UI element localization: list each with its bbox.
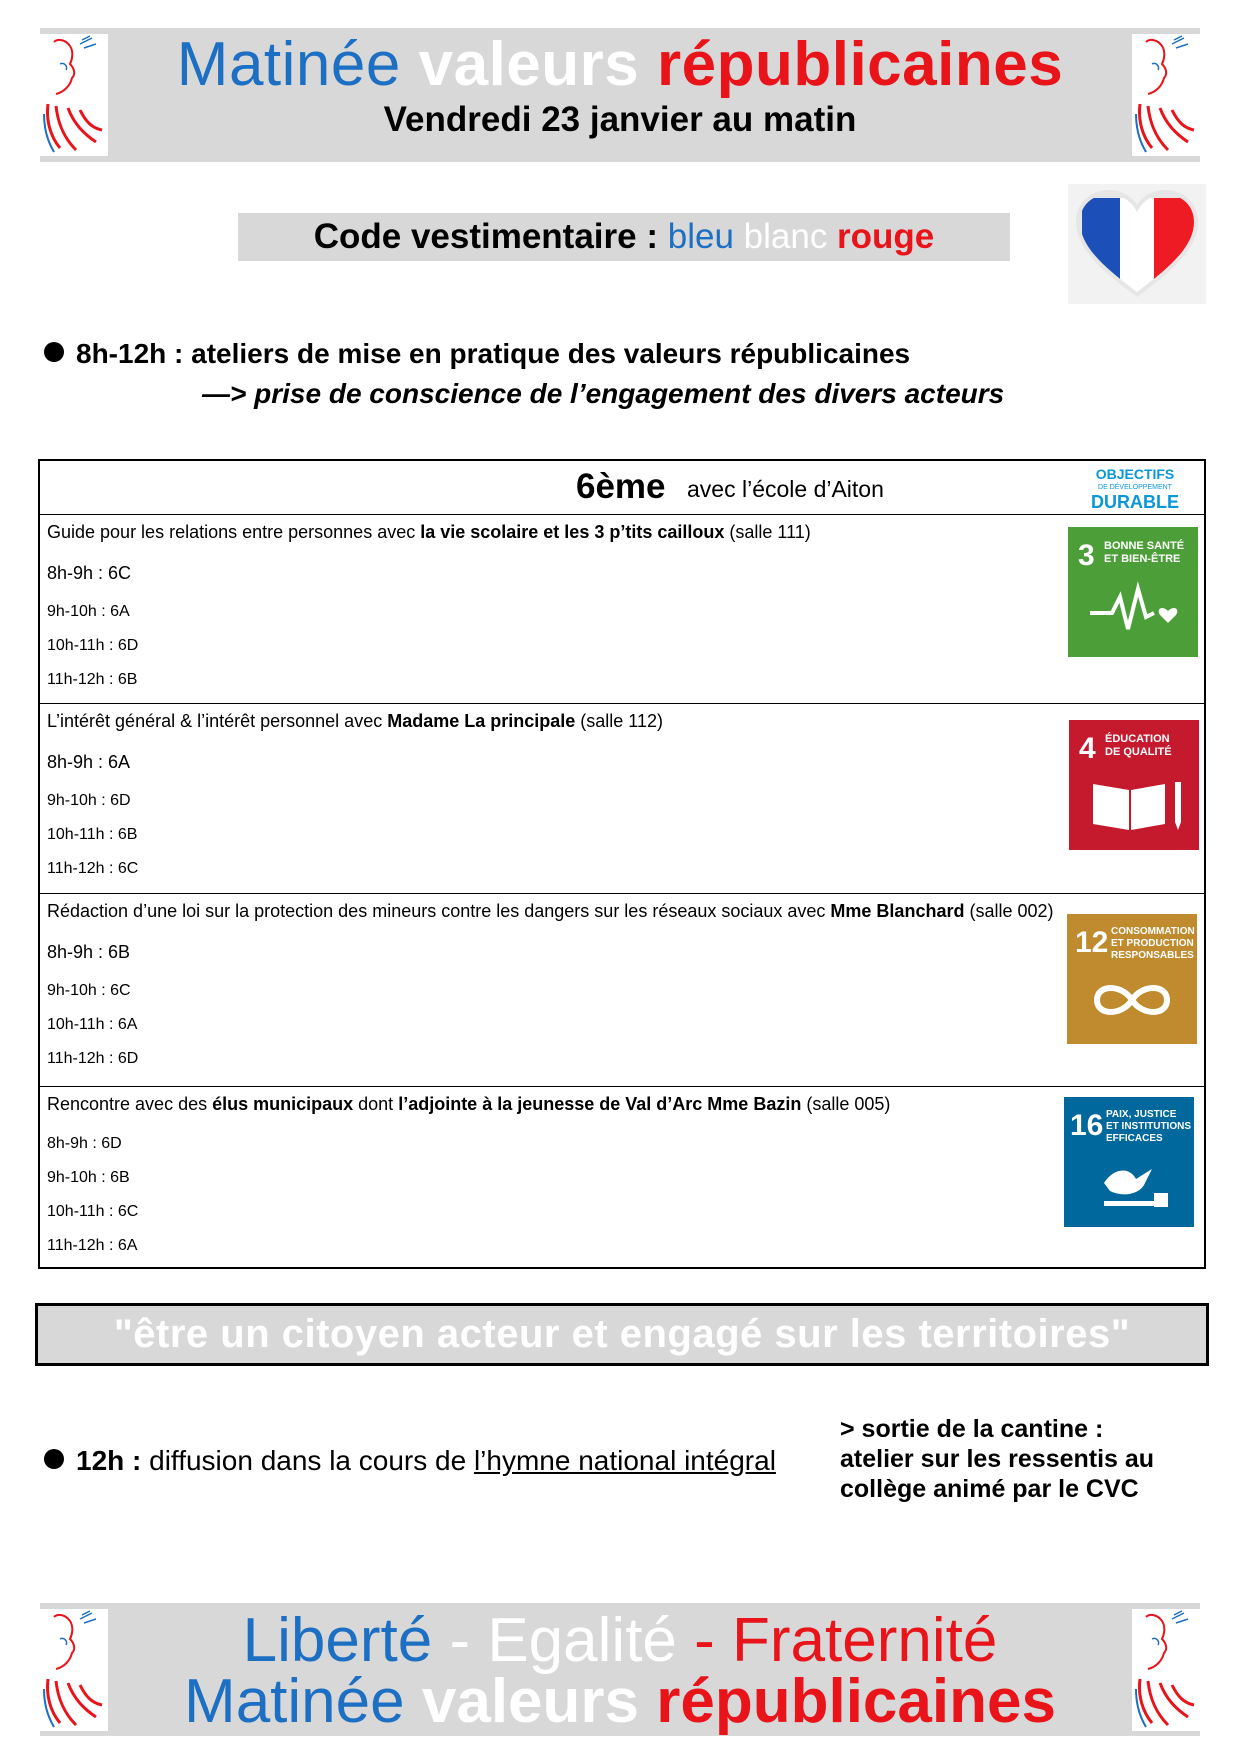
french-flag-heart-icon [1068, 184, 1206, 304]
svg-text:DE DÉVELOPPEMENT: DE DÉVELOPPEMENT [1098, 484, 1172, 491]
anthem-underlined: l’hymne national intégral [473, 1445, 776, 1476]
time-slot: 8h-9h : 6D [47, 1135, 122, 1152]
footer-title: Matinée valeurs républicaines [184, 1667, 1056, 1736]
svg-text:CONSOMMATION: CONSOMMATION [1111, 926, 1195, 937]
time-slot: 9h-10h : 6C [47, 982, 131, 999]
svg-text:ET PRODUCTION: ET PRODUCTION [1111, 938, 1194, 949]
svg-text:4: 4 [1079, 732, 1096, 765]
svg-text:ÉDUCATION: ÉDUCATION [1105, 733, 1170, 745]
time-slot: 8h-9h : 6B [47, 942, 131, 962]
workshop-block [40, 894, 1204, 1087]
workshop-description: L’intérêt général & l’intérêt personnel avec Madame La principale (salle 112) [47, 711, 663, 731]
time-slot: 9h-10h : 6D [47, 792, 131, 809]
workshops-line: 8h-12h : ateliers de mise en pratique des valeurs républicaines [44, 338, 910, 370]
anthem-line: 12h : diffusion dans la cours de l’hymne national intégral [44, 1445, 776, 1477]
time-slot: 11h-12h : 6A [47, 1237, 138, 1254]
top-banner [40, 28, 1200, 162]
marianne-logo-right [1132, 34, 1200, 156]
workshop-description: Guide pour les relations entre personnes avec la vie scolaire et les 3 p’tits cailloux (salle 111) [47, 522, 811, 542]
svg-text:16: 16 [1070, 1109, 1104, 1142]
workshop-description: Rencontre avec des élus municipaux dont l’adjointe à la jeunesse de Val d’Arc Mme Bazin (salle 005) [47, 1094, 891, 1114]
page-title: Matinée valeurs républicaines [176, 30, 1064, 99]
svg-text:ET BIEN-ÊTRE: ET BIEN-ÊTRE [1104, 553, 1181, 565]
workshops-subline: —> prise de conscience de l’engagement des divers acteurs [202, 378, 1005, 409]
time-slot: 11h-12h : 6D [47, 1050, 139, 1067]
sdg-16-peace-justice-icon [1064, 1097, 1194, 1227]
schedule-header [40, 461, 1204, 515]
dress-code-white: blanc [743, 217, 828, 256]
svg-text:BONNE SANTÉ: BONNE SANTÉ [1104, 540, 1185, 552]
time-slot: 10h-11h : 6A [47, 1016, 138, 1033]
bullet-icon [44, 342, 64, 362]
svg-text:DURABLE: DURABLE [1091, 492, 1179, 512]
svg-text:3: 3 [1078, 539, 1095, 572]
odd-logo [1088, 464, 1182, 512]
time-slot: 8h-9h : 6A [47, 752, 131, 772]
time-slot: 9h-10h : 6B [47, 1169, 130, 1186]
dress-code-box [238, 213, 1010, 261]
marianne-logo-right [1132, 1609, 1200, 1731]
time-slot: 11h-12h : 6B [47, 671, 138, 688]
time-slot: 10h-11h : 6C [47, 1203, 139, 1220]
republic-motto: Liberté - Egalité - Fraternité [242, 1606, 998, 1675]
partner-school: avec l’école d’Aiton [687, 476, 884, 502]
svg-text:EFFICACES: EFFICACES [1106, 1133, 1163, 1144]
schedule-table [38, 459, 1206, 1269]
workshop-block [40, 1087, 1204, 1254]
marianne-logo-left [40, 34, 108, 156]
sdg-12-consumption-icon [1067, 914, 1197, 1044]
dress-code-label: Code vestimentaire : [313, 217, 658, 256]
page-subtitle: Vendredi 23 janvier au matin [383, 100, 857, 139]
sdg-4-education-icon [1069, 720, 1199, 850]
bottom-banner [40, 1603, 1200, 1736]
svg-text:OBJECTIFS: OBJECTIFS [1095, 466, 1175, 482]
svg-text:PAIX, JUSTICE: PAIX, JUSTICE [1106, 1109, 1177, 1120]
time-slot: 11h-12h : 6C [47, 860, 139, 877]
time-slot: 9h-10h : 6A [47, 603, 130, 620]
level-label: 6ème [576, 467, 666, 506]
sdg-3-health-icon [1068, 527, 1198, 657]
dress-code-blue: bleu [667, 217, 734, 256]
workshop-block [40, 704, 1204, 894]
bullet-icon [44, 1449, 64, 1469]
time-slot: 10h-11h : 6D [47, 637, 139, 654]
svg-text:12: 12 [1075, 926, 1109, 959]
svg-text:ET INSTITUTIONS: ET INSTITUTIONS [1106, 1121, 1191, 1132]
marianne-logo-left [40, 1609, 108, 1731]
svg-text:DE QUALITÉ: DE QUALITÉ [1105, 746, 1172, 758]
svg-text:RESPONSABLES: RESPONSABLES [1111, 950, 1194, 961]
workshop-block [40, 515, 1204, 704]
workshop-description: Rédaction d’une loi sur la protection des mineurs contre les dangers sur les réseaux sociaux avec Mme Blanchard (salle 002) [47, 901, 1054, 921]
time-slot: 10h-11h : 6B [47, 826, 138, 843]
cantine-note: > sortie de la cantine : atelier sur les ressentis au collège animé par le CVC [840, 1415, 1155, 1503]
dress-code-red: rouge [837, 217, 935, 256]
time-slot: 8h-9h : 6C [47, 563, 132, 583]
citizen-banner: "être un citoyen acteur et engagé sur les territoires" [35, 1303, 1209, 1366]
